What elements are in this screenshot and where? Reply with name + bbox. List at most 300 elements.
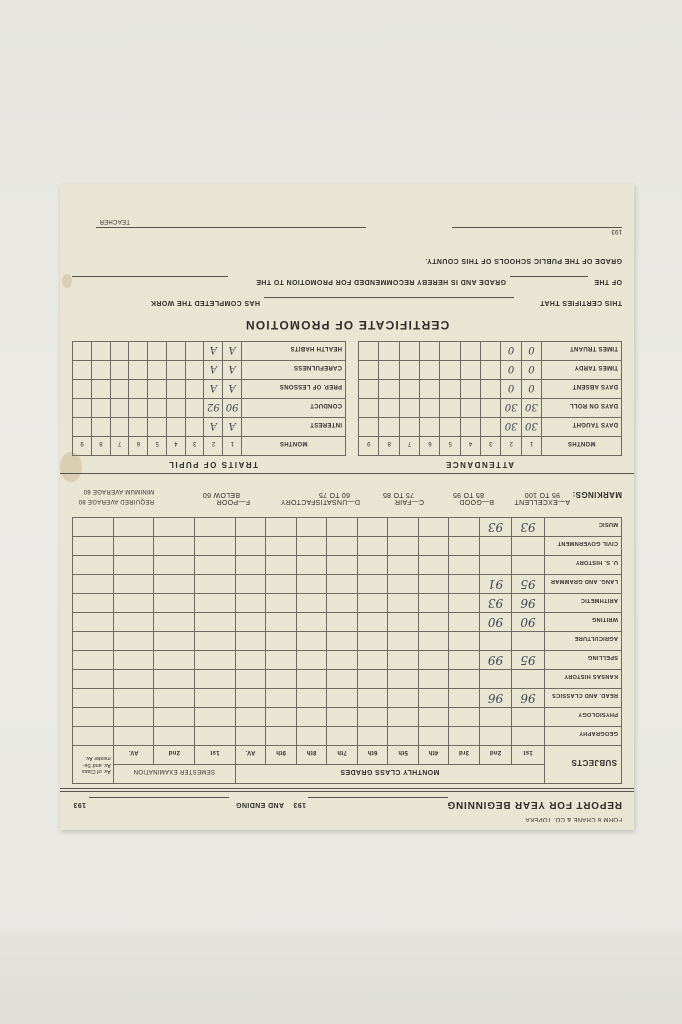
traits-row-label: INTEREST bbox=[309, 421, 342, 427]
subject-row bbox=[73, 670, 622, 689]
handwritten-grade: 90 bbox=[487, 615, 504, 629]
month-column-header bbox=[296, 746, 327, 765]
traits-value-cell bbox=[148, 342, 167, 361]
grade-cell bbox=[449, 537, 480, 556]
subject-row bbox=[73, 556, 622, 575]
traits-value-cell bbox=[110, 399, 129, 418]
grade-cell bbox=[154, 708, 195, 727]
grade-cell bbox=[479, 632, 512, 651]
traits-value-cell bbox=[73, 342, 92, 361]
attendance-value-cell bbox=[460, 342, 480, 361]
traits-month-number-cell bbox=[166, 437, 185, 456]
traits-value-cell bbox=[91, 380, 110, 399]
month-column-label: 8th bbox=[306, 749, 317, 755]
traits-month-number: 6 bbox=[136, 440, 141, 446]
grade-cell bbox=[113, 632, 154, 651]
attendance-value-cell bbox=[501, 342, 521, 361]
attendance-month-number: 4 bbox=[468, 440, 473, 446]
grade-cell bbox=[235, 689, 266, 708]
grade-cell bbox=[388, 556, 419, 575]
attendance-value-cell bbox=[379, 342, 399, 361]
traits-value-cell bbox=[166, 380, 185, 399]
grade-cell bbox=[449, 670, 480, 689]
subject-name-cell bbox=[544, 632, 621, 651]
marking-range: 85 TO 95 bbox=[452, 491, 484, 498]
attendance-month-number-cell bbox=[440, 437, 460, 456]
grade-cell bbox=[266, 575, 297, 594]
traits-value-cell bbox=[73, 399, 92, 418]
grade-cell bbox=[73, 632, 114, 651]
grade-cell bbox=[357, 575, 388, 594]
grade-cell bbox=[512, 651, 545, 670]
grade-cell bbox=[479, 594, 512, 613]
grade-cell bbox=[512, 556, 545, 575]
traits-value-cell bbox=[204, 361, 223, 380]
subject-row bbox=[73, 651, 622, 670]
grade-cell bbox=[296, 556, 327, 575]
handwritten-grade: 95 bbox=[520, 653, 536, 667]
grade-cell bbox=[512, 613, 545, 632]
attendance-value-cell bbox=[420, 418, 440, 437]
traits-handwritten-value: A bbox=[209, 344, 217, 355]
grade-cell bbox=[195, 727, 236, 746]
traits-value-cell bbox=[91, 399, 110, 418]
handwritten-grade: 95 bbox=[520, 577, 536, 591]
grade-cell bbox=[266, 594, 297, 613]
grade-cell bbox=[512, 670, 545, 689]
subject-name: READ. AND CLASSICS bbox=[551, 692, 618, 698]
attendance-handwritten-value: 0 bbox=[507, 382, 515, 393]
traits-value-cell bbox=[204, 399, 223, 418]
grade-cell bbox=[235, 727, 266, 746]
traits-month-number-cell bbox=[129, 437, 148, 456]
grade-cell bbox=[154, 632, 195, 651]
month-column-header bbox=[327, 746, 358, 765]
grade-cell bbox=[296, 632, 327, 651]
attendance-value-cell bbox=[420, 399, 440, 418]
marking-grade: A—EXCELLENT bbox=[514, 498, 570, 505]
traits-month-number: 5 bbox=[155, 440, 159, 446]
grade-cell bbox=[418, 556, 449, 575]
grade-cell bbox=[388, 594, 419, 613]
month-column-label: 4th bbox=[428, 749, 439, 755]
month-column-label: 6th bbox=[367, 749, 378, 755]
completed-label: HAS COMPLETED THE WORK bbox=[150, 299, 260, 306]
grade-cell bbox=[266, 632, 297, 651]
handwritten-grade: 93 bbox=[487, 520, 504, 534]
attendance-row-label: TIMES TARDY bbox=[574, 364, 618, 370]
month-column-header bbox=[388, 746, 419, 765]
grade-cell bbox=[266, 613, 297, 632]
grade-cell bbox=[512, 727, 545, 746]
grade-cell bbox=[296, 537, 327, 556]
grade-cell bbox=[154, 518, 195, 537]
grade-cell bbox=[388, 708, 419, 727]
grade-cell bbox=[327, 556, 358, 575]
traits-handwritten-value: A bbox=[209, 363, 217, 374]
subject-name-cell bbox=[544, 518, 621, 537]
marking-entry bbox=[383, 491, 424, 505]
grade-cell bbox=[113, 727, 154, 746]
promotion-label: GRADE AND IS HEREBY RECOMMENDED FOR PROMOTION TO THE bbox=[255, 278, 506, 285]
marking-range: 95 TO 100 bbox=[524, 491, 560, 498]
attendance-row-label: TIMES TRUANT bbox=[569, 345, 618, 351]
grade-cell bbox=[327, 518, 358, 537]
attendance-table bbox=[358, 341, 622, 456]
grade-cell bbox=[154, 594, 195, 613]
minimum-average: MINIMUM AVERAGE 60 bbox=[83, 488, 154, 494]
attendance-row-label: DAYS TAUGHT bbox=[572, 421, 618, 427]
traits-value-cell bbox=[185, 361, 204, 380]
grade-cell bbox=[195, 708, 236, 727]
county-label: GRADE OF THE PUBLIC SCHOOLS OF THIS COUNTY. bbox=[425, 257, 622, 264]
grade-cell bbox=[512, 689, 545, 708]
traits-value-cell bbox=[73, 418, 92, 437]
grade-cell bbox=[73, 670, 114, 689]
teacher-label: TEACHER bbox=[99, 218, 130, 224]
attendance-value-cell bbox=[460, 380, 480, 399]
traits-month-number-cell bbox=[223, 437, 242, 456]
attendance-value-cell bbox=[399, 418, 419, 437]
traits-handwritten-value: A bbox=[228, 420, 236, 431]
grade-cell bbox=[449, 689, 480, 708]
grade-cell bbox=[418, 537, 449, 556]
grade-cell bbox=[195, 594, 236, 613]
grade-cell bbox=[388, 537, 419, 556]
grade-cell bbox=[113, 556, 154, 575]
subject-row bbox=[73, 689, 622, 708]
attendance-handwritten-value: 30 bbox=[504, 401, 518, 412]
date-year: 193 bbox=[611, 228, 622, 234]
traits-handwritten-value: 90 bbox=[225, 401, 239, 412]
grade-cell bbox=[266, 518, 297, 537]
attendance-value-cell bbox=[379, 361, 399, 380]
attendance-value-cell bbox=[481, 399, 501, 418]
grade-cell bbox=[418, 575, 449, 594]
traits-row bbox=[73, 361, 346, 380]
grade-cell bbox=[73, 556, 114, 575]
attendance-month-number: 8 bbox=[387, 440, 391, 446]
semester-average-header-2: mester Av. bbox=[85, 755, 111, 762]
subject-name: AGRICULTURE bbox=[574, 635, 618, 641]
semester-header: SEMESTER EXAMINATION bbox=[133, 768, 215, 774]
traits-value-cell bbox=[73, 380, 92, 399]
traits-handwritten-value: A bbox=[228, 363, 236, 374]
marking-entry bbox=[514, 491, 570, 505]
grade-cell bbox=[418, 708, 449, 727]
handwritten-grade: 99 bbox=[487, 653, 504, 667]
traits-value-cell bbox=[185, 399, 204, 418]
grade-cell bbox=[327, 727, 358, 746]
marking-grade: F—POOR bbox=[216, 498, 250, 505]
grade-cell bbox=[479, 537, 512, 556]
subject-row bbox=[73, 537, 622, 556]
traits-row bbox=[73, 418, 346, 437]
grade-cell bbox=[113, 575, 154, 594]
attendance-row-label-cell bbox=[542, 380, 622, 399]
subject-row bbox=[73, 708, 622, 727]
grade-cell bbox=[449, 518, 480, 537]
attendance-value-cell bbox=[501, 399, 521, 418]
traits-row-label-cell bbox=[242, 380, 346, 399]
semester-column-label: 1st bbox=[210, 749, 220, 755]
grade-cell bbox=[418, 518, 449, 537]
attendance-month-number: 5 bbox=[448, 440, 452, 446]
grade-cell bbox=[388, 518, 419, 537]
marking-entry bbox=[453, 491, 494, 505]
grade-cell bbox=[113, 651, 154, 670]
subjects-header: SUBJECTS bbox=[571, 758, 617, 768]
grade-cell bbox=[266, 689, 297, 708]
attendance-month-number-cell bbox=[379, 437, 399, 456]
grade-cell bbox=[195, 518, 236, 537]
grade-cell bbox=[357, 632, 388, 651]
attendance-handwritten-value: 30 bbox=[504, 420, 518, 431]
grade-cell bbox=[266, 537, 297, 556]
attendance-value-cell bbox=[359, 418, 379, 437]
subject-name-cell bbox=[544, 651, 621, 670]
grade-cell bbox=[388, 575, 419, 594]
certificate-title: CERTIFICATE OF PROMOTION bbox=[244, 318, 450, 332]
attendance-month-number-cell bbox=[399, 437, 419, 456]
handwritten-grade: 96 bbox=[520, 596, 536, 610]
grade-cell bbox=[113, 689, 154, 708]
grade-cell bbox=[327, 613, 358, 632]
attendance-value-cell bbox=[501, 361, 521, 380]
attendance-row bbox=[359, 380, 622, 399]
month-column-label: 9th bbox=[275, 749, 286, 755]
grade-cell bbox=[449, 575, 480, 594]
month-column-header bbox=[479, 746, 512, 765]
grade-cell bbox=[266, 670, 297, 689]
required-average: REQUIRED AVERAGE 80 bbox=[78, 498, 154, 504]
attendance-month-number-cell bbox=[460, 437, 480, 456]
grade-cell bbox=[327, 689, 358, 708]
marking-range: BELOW 60 bbox=[202, 491, 240, 498]
attendance-value-cell bbox=[359, 399, 379, 418]
marking-range: 75 TO 85 bbox=[382, 491, 414, 498]
traits-value-cell bbox=[73, 361, 92, 380]
traits-month-number: 2 bbox=[211, 440, 216, 446]
grades-table bbox=[72, 517, 622, 784]
subject-row bbox=[73, 518, 622, 537]
grade-cell bbox=[113, 518, 154, 537]
grade-cell bbox=[449, 708, 480, 727]
grade-cell bbox=[357, 689, 388, 708]
attendance-value-cell bbox=[501, 418, 521, 437]
certifies-label: THIS CERTIFIES THAT bbox=[539, 299, 622, 306]
grade-cell bbox=[296, 651, 327, 670]
grade-cell bbox=[357, 537, 388, 556]
traits-value-cell bbox=[223, 418, 242, 437]
traits-month-number: 8 bbox=[98, 440, 103, 446]
marking-range: 60 TO 75 bbox=[318, 491, 350, 498]
grade-cell bbox=[235, 556, 266, 575]
traits-table bbox=[72, 341, 346, 456]
grade-cell bbox=[73, 651, 114, 670]
attendance-row-label: DAYS ABSENT bbox=[572, 383, 618, 389]
grade-cell bbox=[449, 594, 480, 613]
grade-cell bbox=[388, 689, 419, 708]
traits-value-cell bbox=[110, 418, 129, 437]
traits-month-number-cell bbox=[204, 437, 223, 456]
month-column-header bbox=[418, 746, 449, 765]
traits-value-cell bbox=[110, 361, 129, 380]
attendance-value-cell bbox=[440, 399, 460, 418]
traits-value-cell bbox=[110, 342, 129, 361]
grade-cell bbox=[479, 613, 512, 632]
attendance-value-cell bbox=[359, 342, 379, 361]
grade-cell bbox=[73, 708, 114, 727]
grade-cell bbox=[512, 708, 545, 727]
grade-cell bbox=[479, 651, 512, 670]
semester-column-header bbox=[195, 746, 236, 765]
grade-cell bbox=[73, 689, 114, 708]
report-card bbox=[60, 184, 634, 830]
grade-cell bbox=[235, 632, 266, 651]
attendance-months-header: MONTHS bbox=[567, 440, 596, 446]
subject-name: GEOGRAPHY bbox=[578, 730, 618, 736]
grade-cell bbox=[479, 518, 512, 537]
grade-cell bbox=[327, 632, 358, 651]
grade-cell bbox=[266, 556, 297, 575]
and-ending-label: AND ENDING bbox=[235, 801, 284, 808]
traits-value-cell bbox=[148, 361, 167, 380]
attendance-value-cell bbox=[440, 380, 460, 399]
attendance-row-label: DAYS ON ROLL bbox=[569, 402, 618, 408]
traits-heading: TRAITS OF PUPIL bbox=[167, 460, 258, 469]
attendance-month-number: 3 bbox=[488, 440, 493, 446]
subject-name-cell bbox=[544, 575, 621, 594]
grade-cell bbox=[357, 727, 388, 746]
attendance-value-cell bbox=[379, 399, 399, 418]
grade-cell bbox=[479, 708, 512, 727]
traits-value-cell bbox=[166, 342, 185, 361]
class-average-header-cell bbox=[73, 746, 114, 784]
grade-cell bbox=[154, 727, 195, 746]
attendance-value-cell bbox=[521, 342, 541, 361]
grade-cell bbox=[235, 594, 266, 613]
traits-value-cell bbox=[91, 418, 110, 437]
grade-cell bbox=[266, 708, 297, 727]
attendance-month-number: 9 bbox=[366, 440, 371, 446]
attendance-value-cell bbox=[481, 418, 501, 437]
grade-cell bbox=[357, 708, 388, 727]
grade-cell bbox=[479, 556, 512, 575]
traits-row-label-cell bbox=[242, 399, 346, 418]
attendance-value-cell bbox=[481, 361, 501, 380]
grade-cell bbox=[195, 575, 236, 594]
grade-cell bbox=[418, 651, 449, 670]
of-the-label: OF THE bbox=[593, 278, 622, 285]
grade-cell bbox=[195, 556, 236, 575]
grade-cell bbox=[449, 632, 480, 651]
traits-handwritten-value: A bbox=[228, 344, 236, 355]
traits-row-label-cell bbox=[242, 418, 346, 437]
grade-cell bbox=[479, 670, 512, 689]
traits-row bbox=[73, 380, 346, 399]
grade-cell bbox=[512, 632, 545, 651]
attendance-value-cell bbox=[399, 399, 419, 418]
subject-name-cell bbox=[544, 594, 621, 613]
subject-row bbox=[73, 575, 622, 594]
attendance-month-number-cell bbox=[420, 437, 440, 456]
traits-value-cell bbox=[129, 380, 148, 399]
grade-cell bbox=[113, 670, 154, 689]
traits-month-number-cell bbox=[148, 437, 167, 456]
grade-cell bbox=[449, 556, 480, 575]
traits-value-cell bbox=[223, 399, 242, 418]
subject-name: PHYSIOLOGY bbox=[578, 711, 618, 717]
grade-cell bbox=[449, 727, 480, 746]
grade-cell bbox=[235, 613, 266, 632]
traits-value-cell bbox=[223, 342, 242, 361]
report-title: REPORT FOR YEAR BEGINNING bbox=[446, 799, 622, 810]
traits-handwritten-value: 92 bbox=[207, 401, 220, 412]
grade-cell bbox=[512, 518, 545, 537]
traits-handwritten-value: A bbox=[209, 382, 217, 393]
attendance-month-number-cell bbox=[521, 437, 541, 456]
traits-value-cell bbox=[91, 342, 110, 361]
handwritten-grade: 96 bbox=[487, 691, 504, 705]
attendance-value-cell bbox=[440, 361, 460, 380]
semester-average-header: Av. and Se- bbox=[82, 761, 111, 768]
report-document bbox=[60, 184, 634, 830]
attendance-value-cell bbox=[501, 380, 521, 399]
attendance-value-cell bbox=[460, 418, 480, 437]
traits-value-cell bbox=[148, 399, 167, 418]
attendance-value-cell bbox=[379, 380, 399, 399]
traits-value-cell bbox=[166, 361, 185, 380]
month-column-label: 2nd bbox=[489, 749, 502, 755]
grade-cell bbox=[235, 670, 266, 689]
marking-entry bbox=[203, 491, 250, 505]
grade-cell bbox=[73, 594, 114, 613]
attendance-month-number: 1 bbox=[529, 440, 534, 446]
traits-value-cell bbox=[148, 380, 167, 399]
grade-cell bbox=[327, 537, 358, 556]
grade-cell bbox=[449, 651, 480, 670]
traits-row bbox=[73, 399, 346, 418]
grade-cell bbox=[113, 708, 154, 727]
year-begin-suffix: 193 bbox=[293, 801, 306, 808]
grade-cell bbox=[357, 613, 388, 632]
attendance-value-cell bbox=[420, 380, 440, 399]
grade-cell bbox=[113, 613, 154, 632]
semester-column-header bbox=[154, 746, 195, 765]
grade-cell bbox=[266, 651, 297, 670]
traits-value-cell bbox=[166, 418, 185, 437]
handwritten-grade: 91 bbox=[487, 577, 504, 591]
grade-cell bbox=[73, 575, 114, 594]
subjects-header-cell bbox=[544, 746, 621, 784]
subject-name-cell bbox=[544, 556, 621, 575]
subject-name: WRITING bbox=[591, 616, 618, 622]
attendance-value-cell bbox=[521, 418, 541, 437]
grade-cell bbox=[296, 613, 327, 632]
grade-cell bbox=[357, 594, 388, 613]
attendance-handwritten-value: 0 bbox=[507, 344, 515, 355]
subject-name: CIVIL GOVERNMENT bbox=[557, 540, 618, 546]
grade-cell bbox=[479, 575, 512, 594]
attendance-value-cell bbox=[399, 342, 419, 361]
traits-month-number: 7 bbox=[117, 440, 122, 446]
subject-row bbox=[73, 594, 622, 613]
traits-row-label: CONDUCT bbox=[309, 402, 342, 408]
traits-value-cell bbox=[148, 418, 167, 437]
subject-row bbox=[73, 613, 622, 632]
grade-cell bbox=[512, 575, 545, 594]
